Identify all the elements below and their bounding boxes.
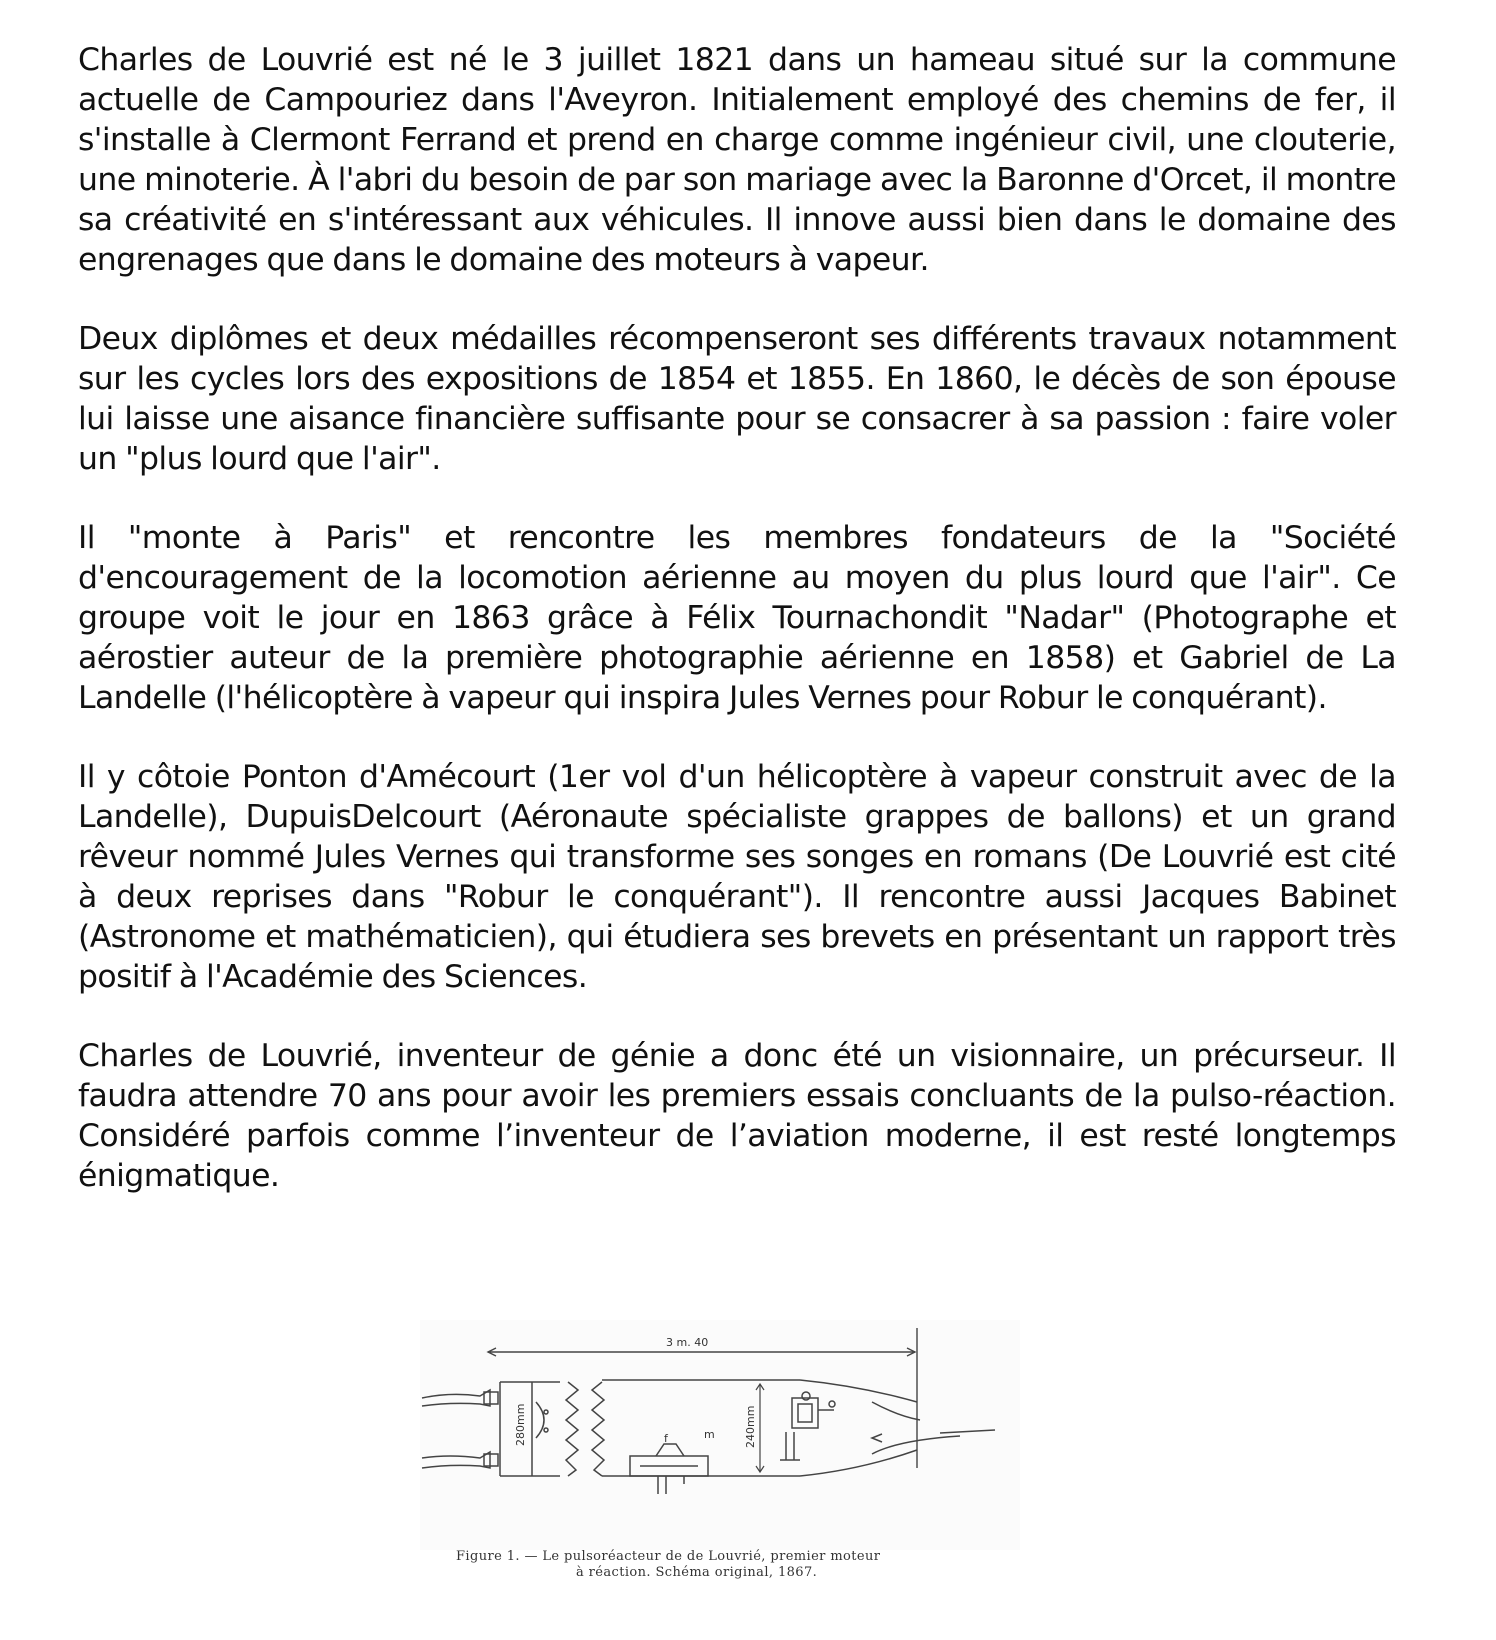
- figure-background: [420, 1320, 1020, 1550]
- document-body: [78, 40, 1396, 1235]
- paragraph-4: Il y côtoie Ponton d'Amécourt (1er vol d'un hélicoptère à vapeur construit avec de la Landelle), DupuisDelcourt (Aéronaute spécialiste grappes de ballons) et un grand rêveur nommé Jules Vernes qui transforme ses songes en romans (De Louvrié est cité à deux reprises dans "Robur le conquérant"). Il rencontre aussi Jacques Babinet (Astronome et mathématicien), qui étudiera ses brevets en présentant un rapport très positif à l'Académie des Sciences.: [78, 759, 1396, 995]
- body-dimension-label: 240mm: [744, 1405, 757, 1448]
- figure-caption-line-2: à réaction. Schéma original, 1867.: [576, 1565, 818, 1580]
- paragraph-5: Charles de Louvrié, inventeur de génie a donc été un visionnaire, un précurseur. Il faudra attendre 70 ans pour avoir les premiers essais concluants de la pulso-réaction. Considéré parfois comme l’inventeur de l’aviation moderne, il est resté longtemps énigmatique.: [78, 1038, 1396, 1194]
- paragraph-2: Deux diplômes et deux médailles récompenseront ses différents travaux notamment sur les cycles lors des expositions de 1854 et 1855. En 1860, le décès de son épouse lui laisse une aisance financière suffisante pour se consacrer à sa passion : faire voler un "plus lourd que l'air".: [78, 321, 1396, 477]
- pulsojet-schematic: [420, 1320, 1020, 1550]
- label-m: m: [704, 1428, 715, 1441]
- label-f: f: [664, 1432, 668, 1445]
- figure-caption: [456, 1549, 996, 1581]
- figure-caption-line-1: Figure 1. — Le pulsoréacteur de de Louvrié, premier moteur: [456, 1549, 881, 1564]
- paragraph-1: Charles de Louvrié est né le 3 juillet 1821 dans un hameau situé sur la commune actuelle de Campouriez dans l'Aveyron. Initialement employé des chemins de fer, il s'installe à Clermont Ferrand et prend en charge comme ingénieur civil, une clouterie, une minoterie. À l'abri du besoin de par son mariage avec la Baronne d'Orcet, il montre sa créativité en s'intéressant aux véhicules. Il innove aussi bien dans le domaine des engrenages que dans le domaine des moteurs à vapeur.: [78, 42, 1396, 278]
- pulsojet-figure: [420, 1320, 1020, 1626]
- paragraph-3: Il "monte à Paris" et rencontre les membres fondateurs de la "Société d'encouragement de la locomotion aérienne au moyen du plus lourd que l'air". Ce groupe voit le jour en 1863 grâce à Félix Tournachondit "Nadar" (Photographe et aérostier auteur de la première photographie aérienne en 1858) et Gabriel de La Landelle (l'hélicoptère à vapeur qui inspira Jules Vernes pour Robur le conquérant).: [78, 520, 1396, 716]
- length-dimension-label: 3 m. 40: [666, 1336, 709, 1349]
- inlet-dimension-label: 280mm: [514, 1403, 527, 1446]
